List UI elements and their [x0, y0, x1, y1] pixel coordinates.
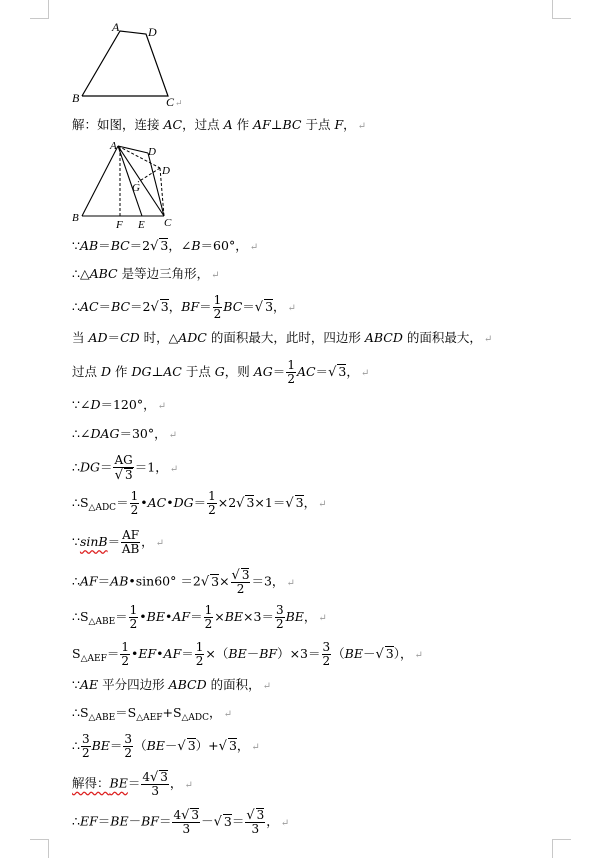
- step-line-9: ∴DG＝ $\frac{AG}{√ 3}$ ＝1， ↵: [72, 453, 179, 483]
- quadrilateral-figure: [68, 20, 188, 110]
- label-c: C: [164, 217, 172, 229]
- label-d: D: [148, 25, 157, 39]
- crop-mark-bottom-right: [552, 839, 571, 858]
- quadrilateral-outline: [82, 31, 168, 96]
- step-line-14: $S_{\triangle AEF}=$ $\frac{1}{2}$ •EF•AF＝ $\frac{1}{2}$ ×（BE－BF）×3＝ $\frac{3}{2}$ （BE－√ 3）， ↵: [72, 640, 423, 668]
- step-line-12: ∴AF＝AB•sin60° ＝2√ 3× $\frac{√ 3}{2}$ ＝3， ↵: [72, 568, 295, 596]
- step-line-19: ∴EF＝BE－BF＝ $\frac{4√ 3}{3}$ －√ 3＝ $\frac{√ 3}{3}$ ， ↵: [72, 808, 290, 836]
- step-line-6: 过点 D 作 DG⊥AC 于点 G，则 AG＝ $\frac{1}{2}$ AC＝√ 3， ↵: [72, 358, 370, 386]
- label-a: A: [112, 20, 120, 34]
- construction-figure: [68, 136, 188, 232]
- step-line-3: ∴△ABC 是等边三角形， ↵: [72, 266, 220, 281]
- step-line-8: ∴∠DAG＝30°， ↵: [72, 426, 178, 441]
- label-g: G: [132, 182, 140, 194]
- step-line-7: ∵∠D＝120°， ↵: [72, 397, 166, 412]
- step-line-5: 当 AD＝CD 时，△ADC 的面积最大，此时，四边形 ABCD 的面积最大， ↵: [72, 330, 493, 345]
- solution-intro-line: 解：如图，连接 AC，过点 A 作 AF⊥BC 于点 F， ↵: [72, 117, 367, 132]
- label-c: C: [166, 95, 175, 109]
- crop-mark-top-right: [552, 0, 571, 19]
- crop-mark-top-left: [30, 0, 49, 19]
- label-d-second: D: [162, 165, 170, 177]
- label-e: E: [138, 219, 145, 231]
- step-line-2: ∵AB＝BC＝2√ 3，∠B＝60°， ↵: [72, 238, 259, 254]
- step-line-10: $\therefore S_{\triangle ADC}=$ $\frac{1}{2}$ •AC•DG＝ $\frac{1}{2}$ ×2√ 3×1＝√ 3， ↵: [72, 489, 327, 517]
- step-line-15: ∵AE 平分四边形 ABCD 的面积， ↵: [72, 677, 271, 692]
- step-line-18: 解得：BE＝ $\frac{4√ 3}{3}$ ， ↵: [72, 770, 193, 798]
- label-f: F: [116, 219, 123, 231]
- crop-mark-bottom-left: [30, 839, 49, 858]
- label-b: B: [72, 212, 79, 224]
- step-line-4: ∴AC＝BC＝2√ 3，BF＝ $\frac{1}{2}$ BC＝√ 3， ↵: [72, 293, 296, 321]
- step-line-16: $\therefore S_{\triangle ABE}=S_{\triangle AEF}+S_{\triangle ADC}$， ↵: [72, 705, 232, 723]
- step-line-17: ∴ $\frac{3}{2}$ BE＝ $\frac{3}{2}$ （BE－√ 3）+√ 3， ↵: [72, 732, 260, 760]
- return-mark: ↵: [175, 99, 183, 109]
- label-b: B: [72, 91, 80, 105]
- label-d: D: [148, 146, 156, 158]
- label-a: A: [110, 140, 117, 152]
- step-line-13: $\therefore S_{\triangle ABE}=$ $\frac{1}{2}$ •BE•AF＝ $\frac{1}{2}$ ×BE×3＝ $\frac{3}{2}$ BE， ↵: [72, 603, 327, 631]
- step-line-11: ∵sinB＝ $\frac{AF}{AB}$ ， ↵: [72, 528, 165, 556]
